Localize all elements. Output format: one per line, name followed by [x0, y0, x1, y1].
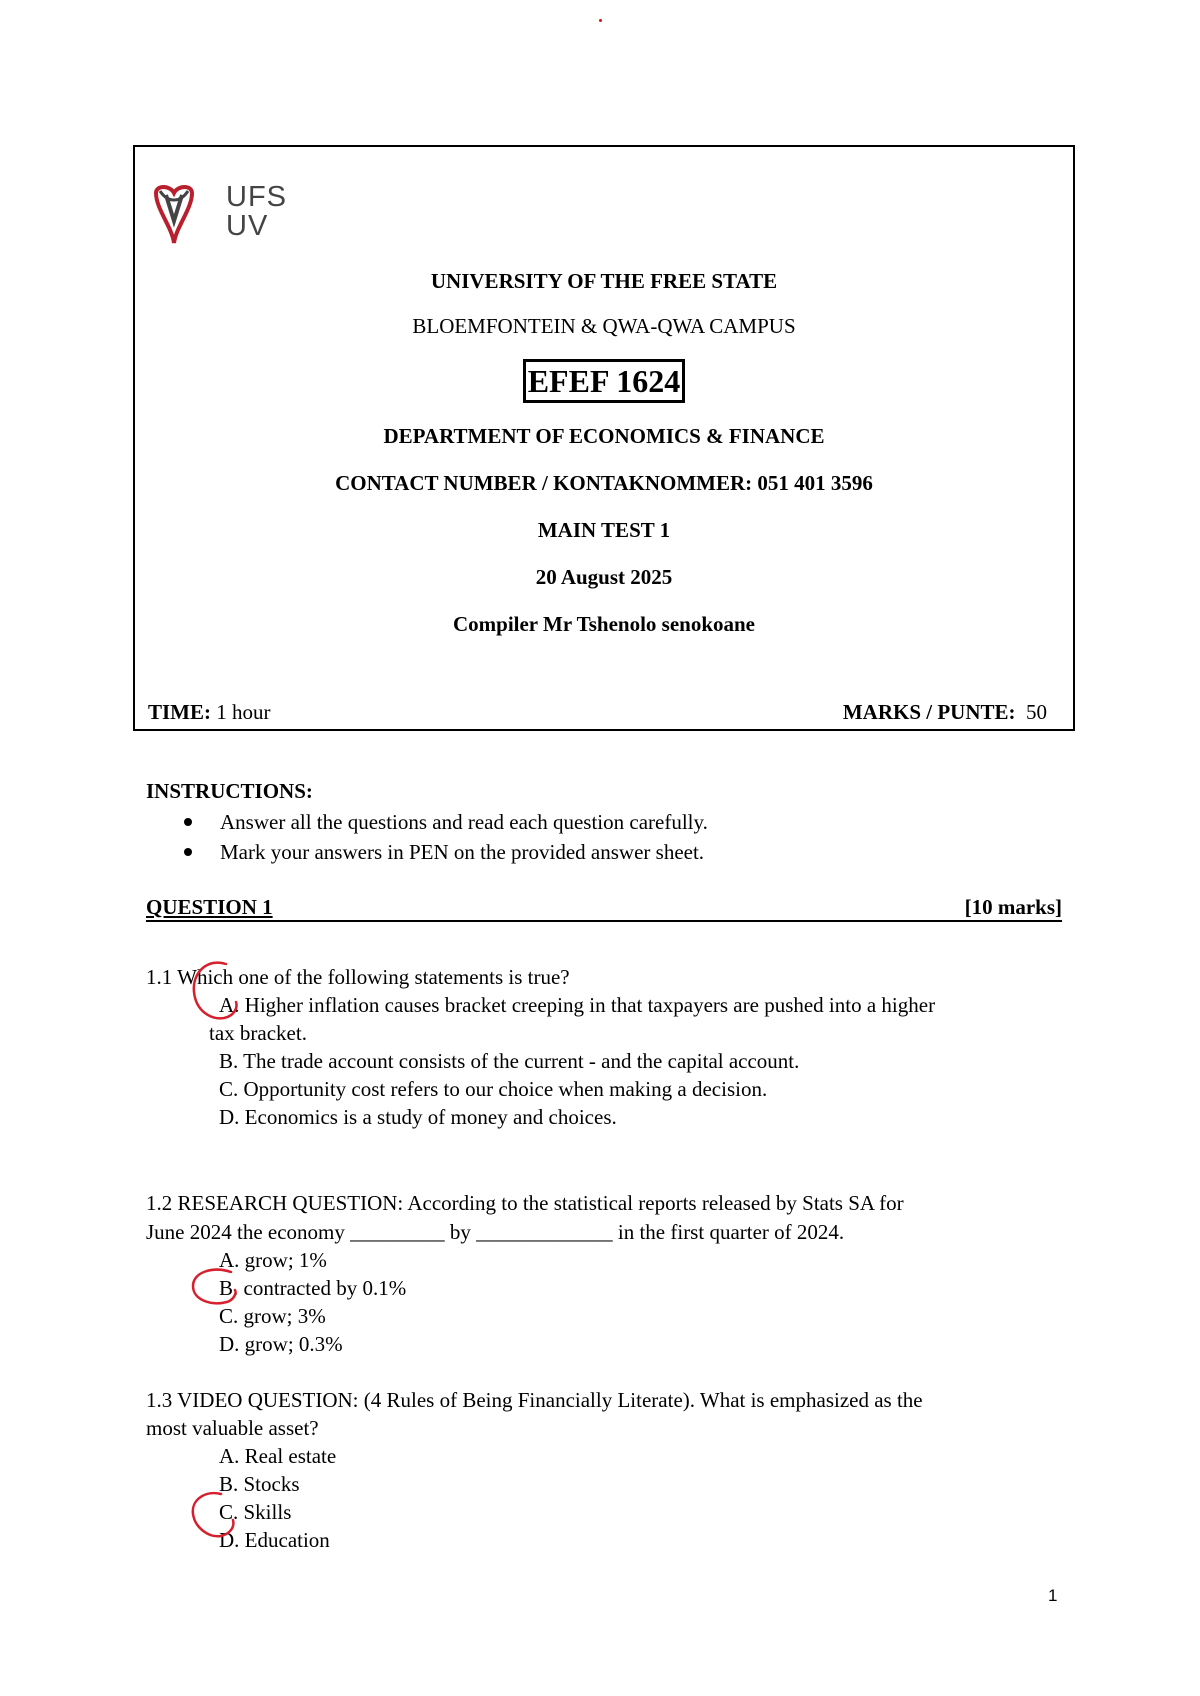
marks-label: MARKS / PUNTE:	[842, 700, 1016, 724]
course-code: EFEF 1624	[523, 359, 686, 403]
instruction-item: Answer all the questions and read each question carefully.	[184, 807, 708, 837]
instructions-list	[184, 807, 708, 867]
question-1-1-option-c: C. Opportunity cost refers to our choice when making a decision.	[219, 1077, 768, 1101]
cover-box	[133, 145, 1075, 731]
red-mark-dot	[599, 19, 602, 22]
question-1-3-stem-line2: most valuable asset?	[146, 1416, 319, 1440]
department-name: DEPARTMENT OF ECONOMICS & FINANCE	[383, 424, 825, 448]
question-1-1-option-a-cont: tax bracket.	[209, 1021, 307, 1045]
question-1-2-stem-line2: June 2024 the economy _________ by _____________ in the first quarter of 2024.	[146, 1220, 845, 1244]
time-value: 1 hour	[216, 700, 271, 724]
question-1-2-option-d: D. grow; 0.3%	[219, 1332, 343, 1356]
time-info	[148, 700, 271, 725]
page-number: 1	[1048, 1586, 1058, 1605]
question-1-header	[146, 894, 1062, 922]
question-1-3-option-c: C. Skills	[219, 1500, 292, 1524]
question-1-3-option-d: D. Education	[219, 1528, 330, 1552]
question-1-1-option-b: B. The trade account consists of the current - and the capital account.	[219, 1049, 800, 1073]
test-name: MAIN TEST 1	[537, 518, 671, 542]
question-1-marks: [10 marks]	[964, 895, 1062, 919]
question-1-3-option-a: A. Real estate	[219, 1444, 337, 1468]
campus-name: BLOEMFONTEIN & QWA-QWA CAMPUS	[412, 314, 796, 338]
marks-value: 50	[1026, 700, 1047, 724]
question-1-1-stem: 1.1 Which one of the following statements is true?	[146, 965, 570, 989]
university-name: UNIVERSITY OF THE FREE STATE	[430, 269, 778, 293]
instructions-title: INSTRUCTIONS:	[146, 779, 313, 803]
logo-line-uv: UV	[226, 210, 269, 242]
marks-info	[843, 700, 1047, 725]
question-1-1-option-a: A. Higher inflation causes bracket creeping in that taxpayers are pushed into a higher	[219, 993, 936, 1017]
question-1-3-option-b: B. Stocks	[219, 1472, 300, 1496]
question-1-2-stem-line1: 1.2 RESEARCH QUESTION: According to the statistical reports released by Stats SA for	[146, 1191, 904, 1215]
course-code-wrap	[135, 359, 1073, 403]
question-1-title: QUESTION 1	[146, 895, 273, 919]
question-1-2-option-a: A. grow; 1%	[219, 1248, 327, 1272]
time-label: TIME:	[148, 700, 211, 724]
compiler: Compiler Mr Tshenolo senokoane	[452, 612, 756, 636]
test-date: 20 August 2025	[535, 565, 673, 589]
logo-line-ufs: UFS	[226, 181, 287, 213]
logo-wordmark	[226, 183, 287, 241]
question-1-3-stem-line1: 1.3 VIDEO QUESTION: (4 Rules of Being Financially Literate). What is emphasized as the	[146, 1388, 923, 1412]
instruction-item: Mark your answers in PEN on the provided answer sheet.	[184, 837, 708, 867]
question-1-2-option-c: C. grow; 3%	[219, 1304, 326, 1328]
contact-number: CONTACT NUMBER / KONTAKNOMMER: 051 401 3596	[335, 471, 873, 495]
bullet-icon	[184, 818, 192, 826]
question-1-1-option-d: D. Economics is a study of money and choices.	[219, 1105, 617, 1129]
bullet-icon	[184, 848, 192, 856]
question-1-2-option-b: B. contracted by 0.1%	[219, 1276, 407, 1300]
